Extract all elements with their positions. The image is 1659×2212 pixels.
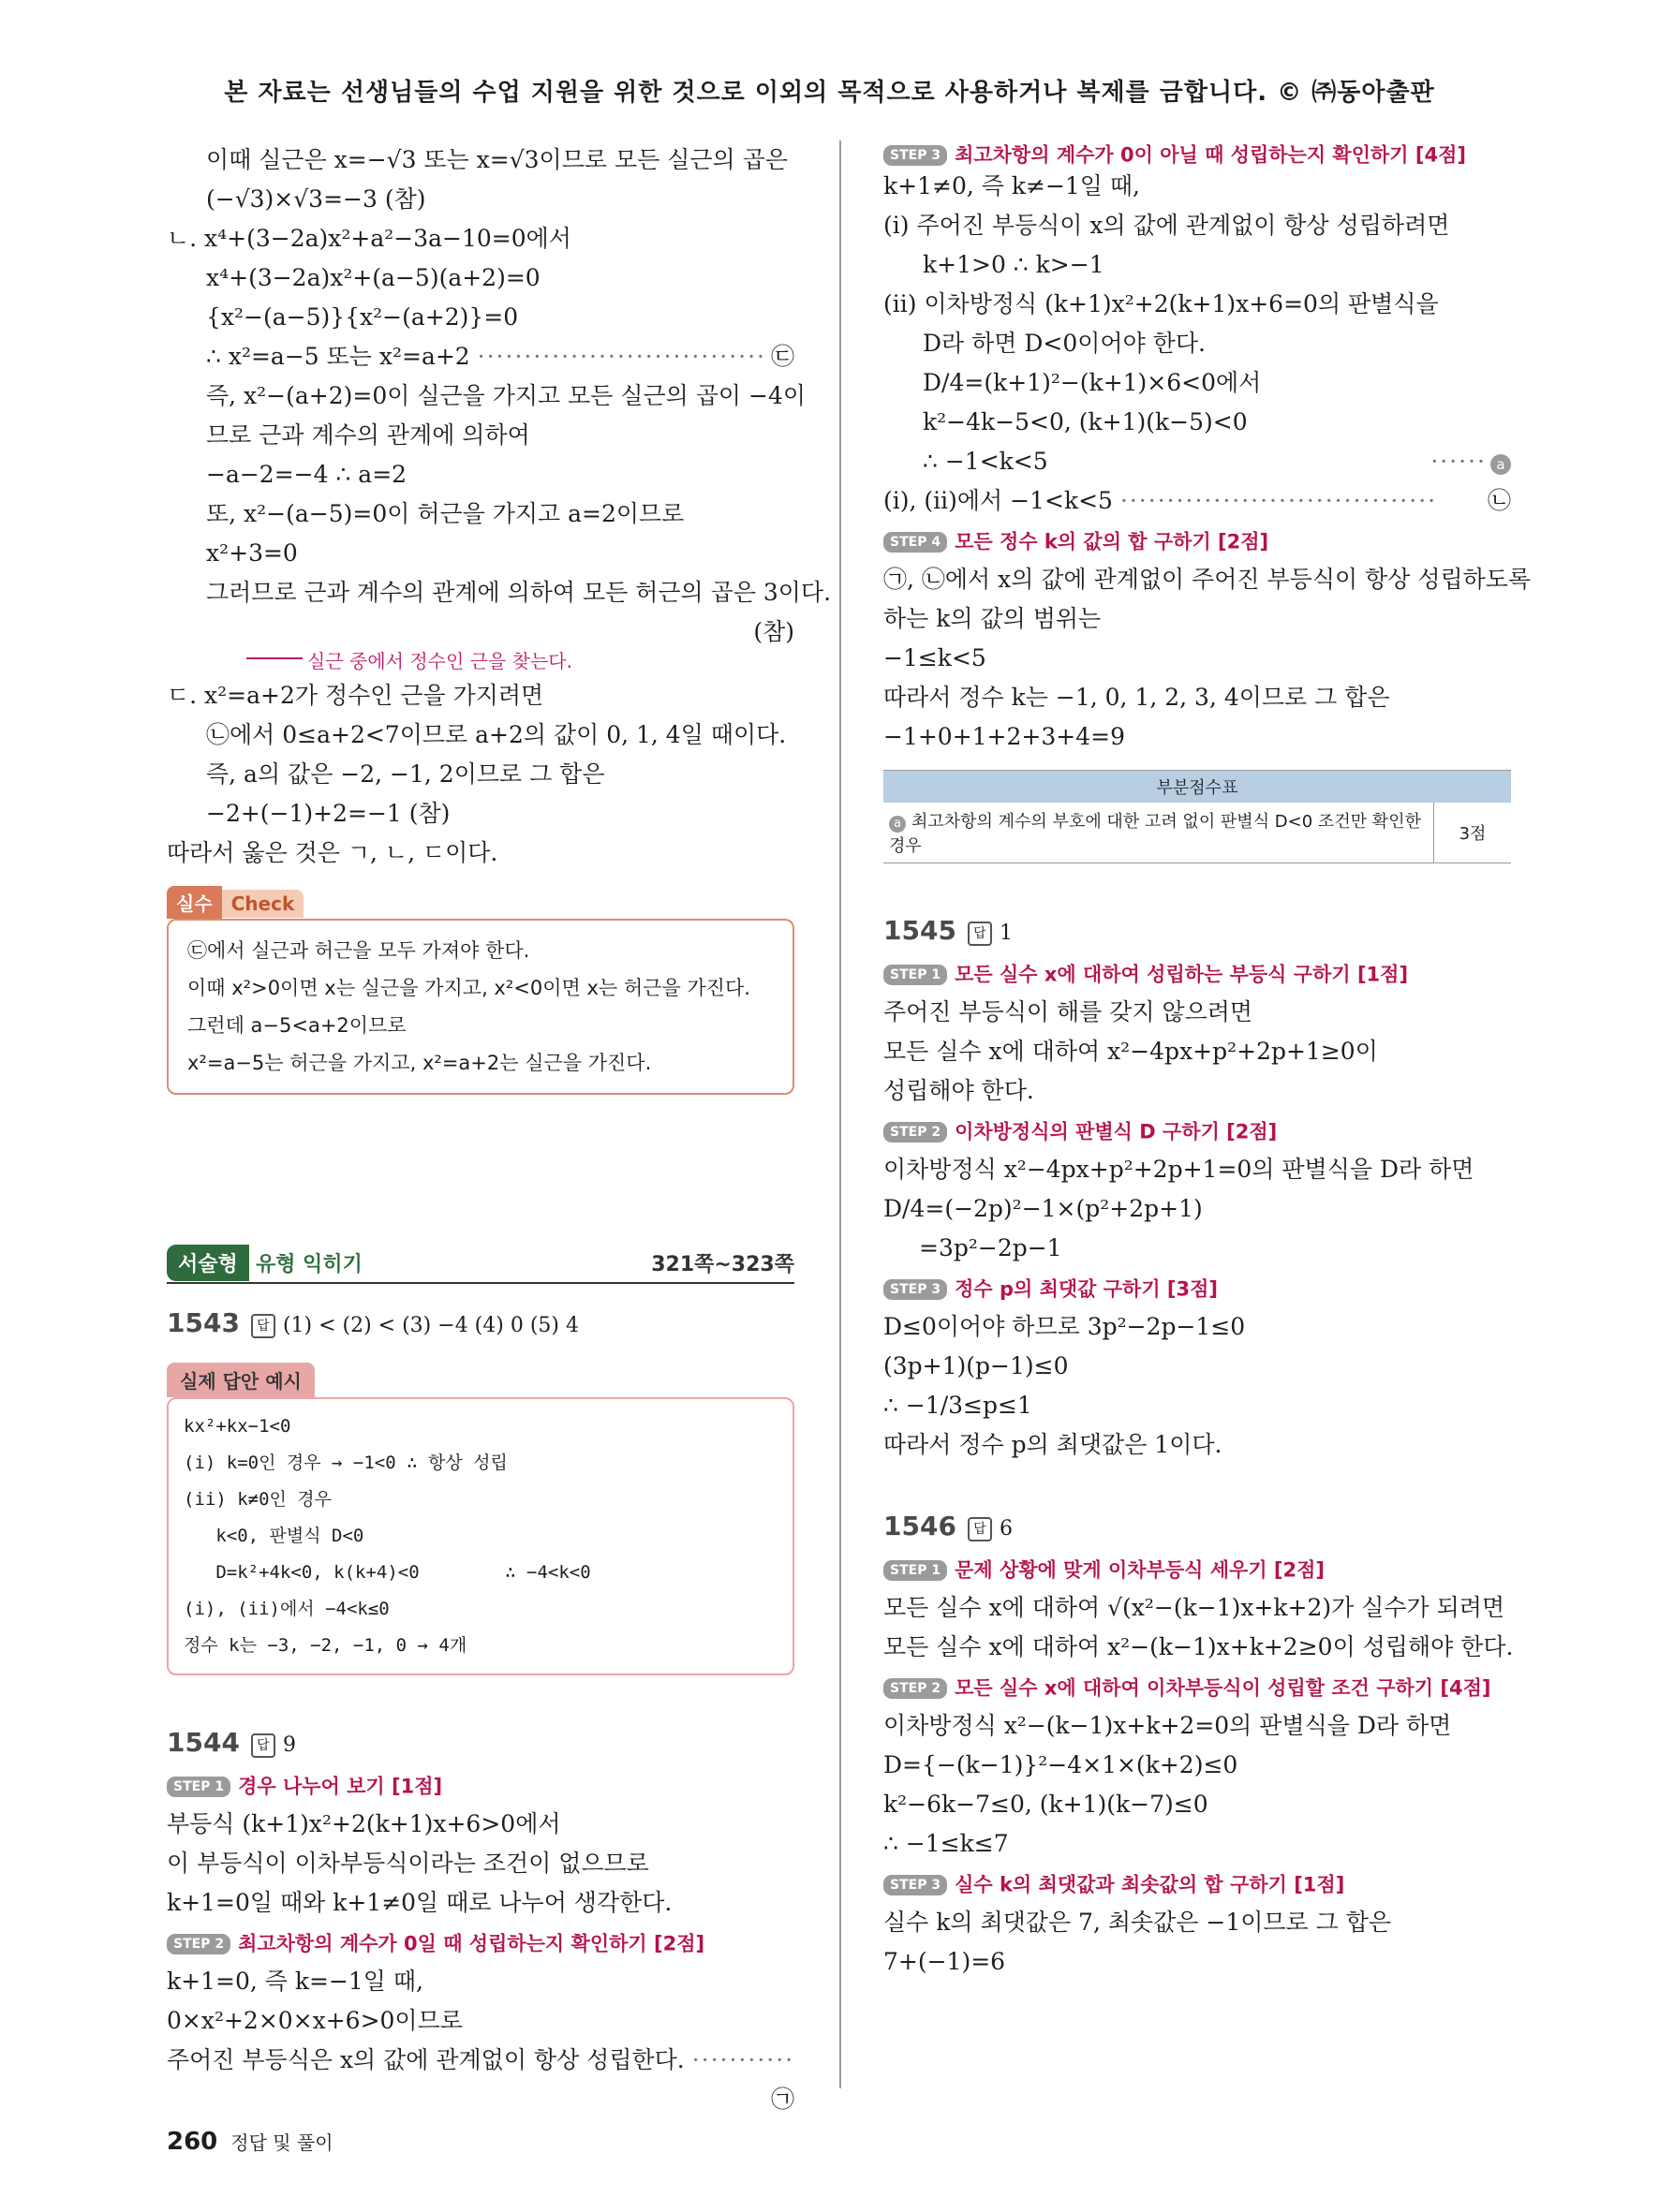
text-line: ∴ −1/3≤p≤1 [883,1392,1032,1419]
column-divider [839,140,841,2088]
text-line: k²−6k−7≤0, (k+1)(k−7)≤0 [883,1791,1208,1818]
text-line: 주어진 부등식이 해를 갖지 않으려면 [883,998,1253,1025]
step-heading [883,1111,1511,1150]
text-span: (i), (ii)에서 −1<k<5 [883,487,1113,514]
text-line: D={−(k−1)}²−4×1×(k+2)≤0 [883,1751,1238,1778]
section-pages: 321쪽~323쪽 [651,1253,794,1276]
step-title: 정수 p의 최댓값 구하기 [3점] [955,1277,1219,1301]
text-line: (ii) 이차방정식 (k+1)x²+2(k+1)x+6=0의 판별식을 [883,290,1439,317]
example-line: D=k²+4k<0, k(k+4)<0 ∴ −4<k<0 [184,1562,591,1583]
step-title: 최고차항의 계수가 0이 아닐 때 성립하는지 확인하기 [4점] [955,143,1466,167]
annotation-note: 실근 중에서 정수인 근을 찾는다. [307,650,572,672]
problem-1546 [883,1504,1511,1549]
text-line: k+1>0 ∴ k>−1 [923,251,1104,278]
leader-dots: ··········· [691,2046,795,2073]
text-line: (i) 주어진 부등식이 x의 값에 관계없이 항상 성립하려면 [883,212,1450,239]
text-line: 모든 실수 x에 대하여 √(x²−(k−1)x+k+2)가 실수가 되려면 [883,1594,1505,1621]
text-line: x⁴+(3−2a)x²+(a−5)(a+2)=0 [206,264,541,291]
partial-score-badge: a [1490,454,1511,475]
example-answer [167,1363,794,1675]
text-line: 이때 실근은 x=−√3 또는 x=√3이므로 모든 실근의 곱은 [206,146,788,173]
step-title: 경우 나누어 보기 [1점] [238,1775,443,1798]
step-heading [883,1549,1511,1588]
check-line: 그런데 a−5<a+2이므로 [187,1014,407,1037]
step-badge: STEP 2 [167,1934,230,1954]
page-footer [167,2128,333,2156]
text-line: x²+3=0 [206,539,298,567]
text-line: 이차방정식 x²−4px+p²+2p+1=0의 판별식을 D라 하면 [883,1156,1474,1183]
section-title: 유형 익히기 [256,1253,363,1276]
text-line: 따라서 정수 p의 최댓값은 1이다. [883,1431,1222,1458]
step-heading [883,521,1511,560]
text-line: k+1=0, 즉 k=−1일 때, [167,1968,423,1995]
step-heading [883,953,1511,993]
step-title: 문제 상황에 맞게 이차부등식 세우기 [2점] [955,1558,1326,1582]
problem-number: 1546 [883,1511,956,1541]
text-line: 따라서 옳은 것은 ㄱ, ㄴ, ㄷ이다. [167,839,498,866]
text-line: 모든 실수 x에 대하여 x²−(k−1)x+k+2≥0이 성립해야 한다. [883,1633,1514,1660]
leader-dots: ······························· [477,343,767,370]
answer-text: (1) < (2) < (3) −4 (4) 0 (5) 4 [282,1314,579,1337]
step-badge: STEP 2 [883,1122,947,1143]
check-box [167,919,794,1095]
text-line: 므로 근과 계수의 관계에 의하여 [206,421,530,449]
text-line: (−√3)×√3=−3 (참) [206,185,426,213]
annotation-row [167,652,794,676]
step-heading [167,1765,794,1805]
text-line: k²−4k−5<0, (k+1)(k−5)<0 [923,408,1248,435]
footer-label: 정답 및 풀이 [230,2131,333,2154]
check-tab-title: Check [222,890,304,918]
text-span: ∴ x²=a−5 또는 x²=a+2 [206,343,470,370]
answer-badge: 답 [251,1733,275,1758]
leader-dots: ·································· [1119,487,1438,514]
text-line: =3p²−2p−1 [919,1234,1062,1261]
problem-number: 1543 [167,1307,240,1338]
answer-text: 9 [282,1733,296,1757]
text-line: ∴ −1≤k≤7 [883,1830,1009,1857]
step-title: 모든 실수 x에 대하여 성립하는 부등식 구하기 [1점] [955,963,1409,986]
check-line: ㉢에서 실근과 허근을 모두 가져야 한다. [187,939,530,962]
text-line: k+1=0일 때와 k+1≠0일 때로 나누어 생각한다. [167,1889,673,1916]
example-line: (i) k=0인 경우 → −1<0 ∴ 항상 성립 [184,1453,508,1473]
text-line: ㉠, ㉡에서 x의 값에 관계없이 주어진 부등식이 항상 성립하도록 [883,566,1532,593]
text-line: 0×x²+2×0×x+6>0이므로 [167,2007,463,2034]
table-row [883,803,1511,863]
section-bar [167,1245,794,1284]
partial-score-marker: ······ a [1430,442,1511,481]
text-line: D/4=(−2p)²−1×(p²+2p+1) [883,1195,1203,1222]
step-badge: STEP 1 [883,1560,947,1581]
answer-badge: 답 [968,922,992,946]
step-heading [883,140,1511,167]
check-line: 이때 x²>0이면 x는 실근을 가지고, x²<0이면 x는 허근을 가진다. [187,977,750,999]
text-line: {x²−(a−5)}{x²−(a+2)}=0 [206,303,519,331]
answer-badge: 답 [968,1517,992,1541]
step-title: 이차방정식의 판별식 D 구하기 [2점] [955,1120,1278,1143]
example-line: (ii) k≠0인 경우 [184,1489,333,1510]
text-line: D라 하면 D<0이어야 한다. [923,330,1206,357]
row-badge: a [889,816,906,833]
step-heading [883,1667,1511,1706]
text-line: (3p+1)(p−1)≤0 [883,1352,1069,1379]
text-line: −1+0+1+2+3+4=9 [883,723,1125,750]
text-line: 부등식 (k+1)x²+2(k+1)x+6>0에서 [167,1810,561,1837]
step-badge: STEP 3 [883,1279,947,1300]
check-box-container [167,886,794,1095]
text-line: 하는 k의 값의 범위는 [883,605,1102,632]
step-title: 모든 실수 x에 대하여 이차부등식이 성립할 조건 구하기 [4점] [955,1676,1491,1700]
circled-c-mark: ㉢ [770,343,794,370]
example-line: (i), (ii)에서 −4<k≤0 [184,1599,390,1619]
text-line: 모든 실수 x에 대하여 x²−4px+p²+2p+1≥0이 [883,1038,1378,1065]
text-line [167,2041,795,2113]
text-line [883,442,1511,481]
problem-number: 1544 [167,1727,240,1758]
text-span: ∴ −1<k<5 [923,448,1048,475]
text-line [883,481,1511,521]
text-line: D/4=(k+1)²−(k+1)×6<0에서 [923,369,1262,396]
step-badge: STEP 3 [883,145,947,166]
text-line: 이차방정식 x²−(k−1)x+k+2=0의 판별식을 D라 하면 [883,1712,1452,1739]
step-title: 모든 정수 k의 값의 합 구하기 [2점] [955,530,1269,553]
check-line: x²=a−5는 허근을 가지고, x²=a+2는 실근을 가진다. [187,1052,652,1074]
left-column [167,140,832,2119]
step-title: 최고차항의 계수가 0일 때 성립하는지 확인하기 [2점] [238,1932,705,1955]
problem-1545 [883,908,1511,953]
answer-text: 1 [999,922,1013,945]
check-tab-label: 실수 [167,886,222,919]
text-line: 그러므로 근과 계수의 관계에 의하여 모든 허근의 곱은 3이다. [206,579,832,606]
score-cell: 3점 [1434,803,1512,863]
table-header: 부분점수표 [883,771,1511,804]
partial-score-table [883,770,1511,863]
text-line: 즉, x²−(a+2)=0이 실근을 가지고 모든 실근의 곱이 −4이 [206,382,807,409]
step-badge: STEP 1 [883,965,947,985]
step-heading [883,1268,1511,1307]
example-box [167,1397,794,1675]
example-line: 정수 k는 −3, −2, −1, 0 → 4개 [184,1635,467,1656]
text-line: −1≤k<5 [883,644,986,671]
step-badge: STEP 2 [883,1678,947,1699]
text-line: ㄴ. x⁴+(3−2a)x²+a²−3a−10=0에서 [167,225,571,252]
text-line [167,337,794,376]
annotation-arrow [246,657,303,659]
text-line: −2+(−1)+2=−1 (참) [206,800,451,827]
example-tab: 실제 답안 예시 [167,1363,315,1397]
text-line: 또, x²−(a−5)=0이 허근을 가지고 a=2이므로 [206,500,685,527]
problem-1544 [167,1720,794,1765]
text-line: 성립해야 한다. [883,1077,1034,1104]
text-line: D≤0이어야 하므로 3p²−2p−1≤0 [883,1313,1246,1340]
step-badge: STEP 1 [167,1777,230,1797]
step-title: 실수 k의 최댓값과 최솟값의 합 구하기 [1점] [955,1873,1345,1896]
text-line: ㉡에서 0≤a+2<7이므로 a+2의 값이 0, 1, 4일 때이다. [206,721,787,748]
answer-text: 6 [999,1517,1013,1541]
problem-number: 1545 [883,915,956,946]
text-line: 7+(−1)=6 [883,1948,1006,1975]
circled-a-mark: ㉠ [770,2086,794,2113]
page-number: 260 [167,2128,218,2156]
example-line: kx²+kx−1<0 [184,1416,291,1437]
example-line: k<0, 판별식 D<0 [184,1526,364,1546]
row-text: 최고차항의 계수의 부호에 대한 고려 없이 판별식 D<0 조건만 확인한 경우 [889,812,1421,856]
right-column [883,140,1532,1982]
text-line: k+1≠0, 즉 k≠−1일 때, [883,172,1140,199]
text-line: ㄷ. x²=a+2가 정수인 근을 가지려면 [167,682,544,709]
problem-1543 [167,1301,794,1346]
text-line: 따라서 정수 k는 −1, 0, 1, 2, 3, 4이므로 그 합은 [883,684,1390,711]
text-span: 주어진 부등식은 x의 값에 관계없이 항상 성립한다. [167,2046,685,2073]
step-heading [167,1923,794,1962]
table-cell [883,803,1434,863]
section-tag: 서술형 [167,1245,249,1281]
copyright-header: 본 자료는 선생님들의 수업 지원을 위한 것으로 이외의 목적으로 사용하거나 복제를 금합니다. © ㈜동아출판 [224,79,1435,107]
step-heading [883,1864,1511,1903]
text-line: 즉, a의 값은 −2, −1, 2이므로 그 합은 [206,760,605,788]
text-line: 이 부등식이 이차부등식이라는 조건이 없으므로 [167,1850,649,1877]
text-line: −a−2=−4 ∴ a=2 [206,461,407,488]
step-badge: STEP 4 [883,532,947,553]
text-line: 실수 k의 최댓값은 7, 최솟값은 −1이므로 그 합은 [883,1909,1392,1936]
step-badge: STEP 3 [883,1875,947,1895]
text-line: (참) [753,618,794,645]
circled-b-mark: ㉡ [1487,487,1511,514]
answer-badge: 답 [251,1314,275,1338]
